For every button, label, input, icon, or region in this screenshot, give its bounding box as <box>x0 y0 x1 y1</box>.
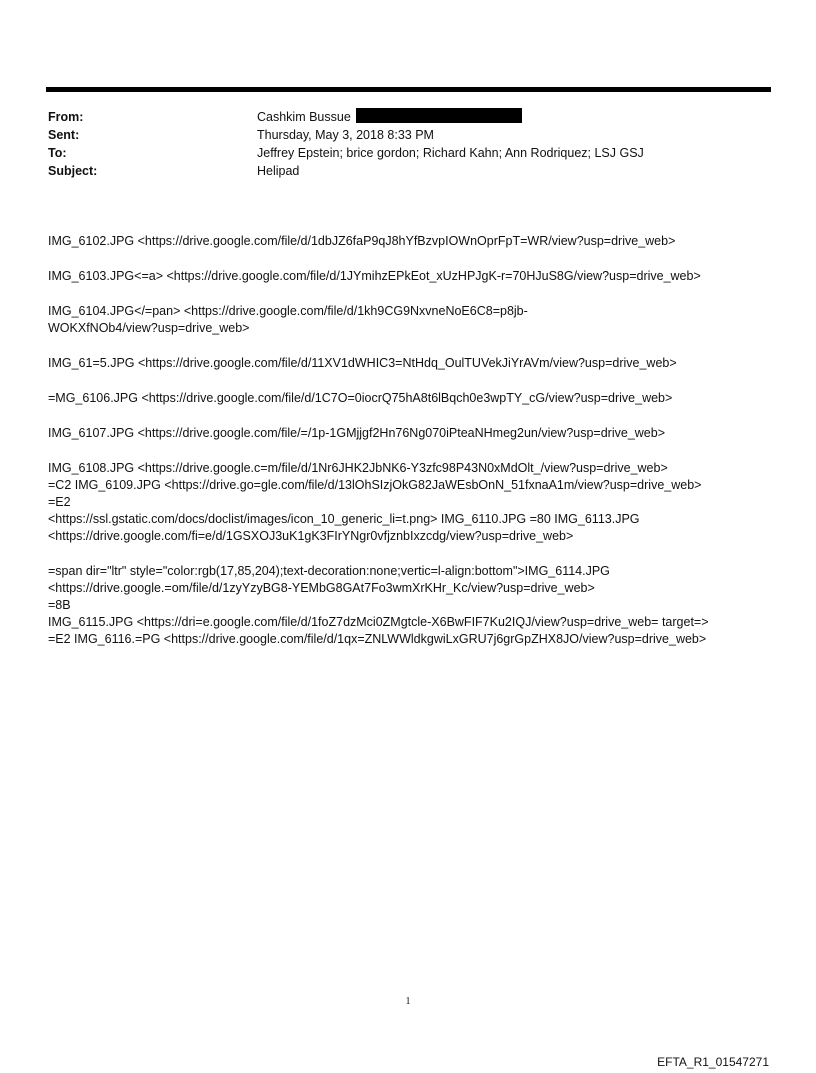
body-line: =MG_6106.JPG <https://drive.google.com/file/d/1C7O=0iocrQ75hA8t6lBqch0e3wpTY_cG/view?usp=drive_web> <box>48 391 673 405</box>
email-body <box>48 233 778 648</box>
body-line: IMG_6115.JPG <https://dri=e.google.com/file/d/1foZ7dzMci0ZMgtcle-X6BwFIF7Ku2IQJ/view?usp=drive_web= target=> <box>48 615 709 629</box>
sent-row <box>48 126 644 144</box>
body-line: IMG_6108.JPG <https://drive.google.c=m/file/d/1Nr6JHK2JbNK6-Y3zfc98P43N0xMdOlt_/view?usp=drive_web> <box>48 461 668 475</box>
body-line: =C2 IMG_6109.JPG <https://drive.go=gle.com/file/d/13lOhSIzjOkG82JaWEsbOnN_51fxnaA1m/view?usp=drive_web> <box>48 478 702 492</box>
body-line: IMG_6104.JPG</=pan> <https://drive.google.com/file/d/1kh9CG9NxvneNoE6C8=p8jb- <box>48 304 528 318</box>
document-id: EFTA_R1_01547271 <box>657 1055 769 1069</box>
body-line: =span dir="ltr" style="color:rgb(17,85,204);text-decoration:none;vertic=l-align:bottom">IMG_6114.JPG <box>48 564 610 578</box>
body-line: IMG_6107.JPG <https://drive.google.com/file/=/1p-1GMjjgf2Hn76Ng070iPteaNHmeg2un/view?usp=drive_web> <box>48 426 666 440</box>
header-divider <box>46 87 771 92</box>
from-name: Cashkim Bussue <box>257 110 351 124</box>
body-line: IMG_6103.JPG<=a> <https://drive.google.com/file/d/1JYmihzEPkEot_xUzHPJgK-r=70HJuS8G/view?usp=drive_web> <box>48 269 701 283</box>
from-row <box>48 108 644 126</box>
email-header <box>48 108 644 180</box>
to-value: Jeffrey Epstein; brice gordon; Richard Kahn; Ann Rodriquez; LSJ GSJ <box>257 146 644 160</box>
sent-label: Sent: <box>48 128 80 142</box>
subject-value: Helipad <box>257 164 300 178</box>
body-line: =E2 IMG_6116.=PG <https://drive.google.com/file/d/1qx=ZNLWWldkgwiLxGRU7j6grGpZHX8JO/view?usp=drive_web> <box>48 632 707 646</box>
from-value <box>257 108 522 126</box>
body-line: =E2 <box>48 495 71 509</box>
body-line: IMG_6102.JPG <https://drive.google.com/file/d/1dbJZ6faP9qJ8hYfBzvpIOWnOprFpT=WR/view?usp=drive_web> <box>48 234 676 248</box>
sent-value: Thursday, May 3, 2018 8:33 PM <box>257 128 434 142</box>
body-line: WOKXfNOb4/view?usp=drive_web> <box>48 321 250 335</box>
subject-label: Subject: <box>48 164 98 178</box>
body-line: <https://ssl.gstatic.com/docs/doclist/images/icon_10_generic_li=t.png> IMG_6110.JPG =80 IMG_6113.JPG <box>48 512 640 526</box>
subject-row <box>48 162 644 180</box>
to-row <box>48 144 644 162</box>
body-line: <https://drive.google.com/fi=e/d/1GSXOJ3uK1gK3FIrYNgr0vfjznbIxzcdg/view?usp=drive_web> <box>48 529 574 543</box>
from-label: From: <box>48 110 84 124</box>
page-number: 1 <box>405 996 411 1007</box>
body-line: <https://drive.google.=om/file/d/1zyYzyBG8-YEMbG8GAt7Fo3wmXrKHr_Kc/view?usp=drive_web> <box>48 581 595 595</box>
to-label: To: <box>48 146 67 160</box>
body-line: IMG_61=5.JPG <https://drive.google.com/file/d/11XV1dWHIC3=NtHdq_OulTUVekJiYrAVm/view?usp=drive_web> <box>48 356 677 370</box>
body-line: =8B <box>48 598 71 612</box>
redaction-block <box>356 108 522 123</box>
